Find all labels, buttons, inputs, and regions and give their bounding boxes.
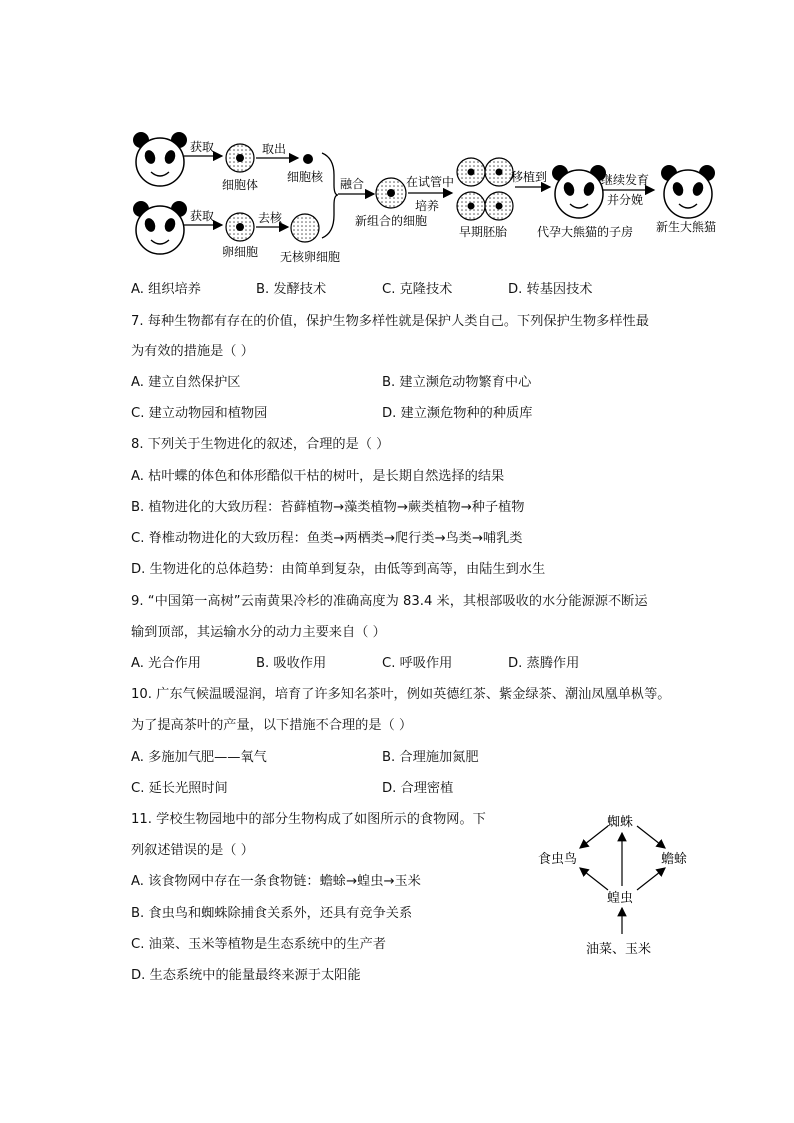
q10-option-d[interactable]: D. 合理密植 xyxy=(382,781,454,796)
edge-spider-toad xyxy=(637,826,665,848)
node-toad: 蟾蜍 xyxy=(661,852,688,867)
label-obtain-bottom: 获取 xyxy=(190,209,215,223)
q8-option-d[interactable]: D. 生物进化的总体趋势：由简单到复杂，由低等到高等，由陆生到水生 xyxy=(131,562,546,577)
node-locust: 蝗虫 xyxy=(607,891,634,906)
q7-option-d[interactable]: D. 建立濒危物种的种质库 xyxy=(382,406,533,421)
node-bird: 食虫鸟 xyxy=(538,852,578,867)
q11-option-b[interactable]: B. 食虫鸟和蜘蛛除捕食关系外，还具有竞争关系 xyxy=(131,906,413,921)
edge-locust-bird xyxy=(580,868,608,890)
label-enucleated-egg: 无核卵细胞 xyxy=(280,250,341,264)
body-cell xyxy=(226,144,254,172)
brace xyxy=(322,153,338,238)
panda-icon-newborn xyxy=(661,165,715,218)
q9-option-c[interactable]: C. 呼吸作用 xyxy=(382,656,453,671)
q7-option-a[interactable]: A. 建立自然保护区 xyxy=(131,375,241,390)
q11-stem-line1: 11. 学校生物园地中的部分生物构成了如图所示的食物网。下 xyxy=(131,812,486,827)
node-plants: 油菜、玉米 xyxy=(586,942,652,957)
label-surrogate: 代孕大熊猫的子房 xyxy=(537,225,634,239)
q11-option-a[interactable]: A. 该食物网中存在一条食物链：蟾蜍→蝗虫→玉米 xyxy=(131,874,421,889)
q10-option-a[interactable]: A. 多施加气肥——氧气 xyxy=(131,750,267,765)
nucleus xyxy=(303,154,313,164)
panda-icon-surrogate xyxy=(552,165,606,218)
q9-stem-line1: 9. “中国第一高树”云南黄果冷杉的准确高度为 83.4 米，其根部吸收的水分能源源不断运 xyxy=(131,594,648,609)
q6-option-a[interactable]: A. 组织培养 xyxy=(131,282,201,297)
enucleated-egg xyxy=(291,214,319,242)
label-obtain-top: 获取 xyxy=(190,140,215,154)
label-in-tube: 在试管中 xyxy=(406,175,455,189)
q11-option-d[interactable]: D. 生态系统中的能量最终来源于太阳能 xyxy=(131,968,361,983)
q7-stem-line1: 7. 每种生物都有存在的价值，保护生物多样性就是保护人类自己。下列保护生物多样性最 xyxy=(131,314,649,329)
q9-option-d[interactable]: D. 蒸腾作用 xyxy=(508,656,580,671)
q10-option-b[interactable]: B. 合理施加氮肥 xyxy=(382,750,479,765)
node-spider: 蜘蛛 xyxy=(607,815,634,830)
q9-option-b[interactable]: B. 吸收作用 xyxy=(256,656,327,671)
q10-stem-line2: 为了提高茶叶的产量，以下措施不合理的是（ ） xyxy=(131,718,413,733)
label-develop: 继续发育 xyxy=(601,173,650,187)
edge-locust-toad xyxy=(637,868,665,890)
q8-option-b[interactable]: B. 植物进化的大致历程：苔藓植物→藻类植物→蕨类植物→种子植物 xyxy=(131,500,525,515)
q10-option-c[interactable]: C. 延长光照时间 xyxy=(131,781,228,796)
label-birth: 并分娩 xyxy=(607,193,644,207)
label-nucleus: 细胞核 xyxy=(287,170,324,184)
label-culture: 培养 xyxy=(415,199,440,213)
q9-stem-line2: 输到顶部，其运输水分的动力主要来自（ ） xyxy=(131,625,386,640)
label-body-cell: 细胞体 xyxy=(222,178,259,192)
early-embryo xyxy=(457,158,513,220)
label-transplant: 移植到 xyxy=(511,170,548,184)
label-new-cell: 新组合的细胞 xyxy=(355,214,428,228)
label-fuse: 融合 xyxy=(340,177,365,191)
q8-stem: 8. 下列关于生物进化的叙述，合理的是（ ） xyxy=(131,437,390,452)
q10-stem-line1: 10. 广东气候温暖湿润，培育了许多知名茶叶，例如英德红茶、紫金绿茶、潮汕凤凰单枞等。 xyxy=(131,687,671,702)
panda-icon-egg-donor xyxy=(133,201,187,254)
label-early-embryo: 早期胚胎 xyxy=(459,225,508,239)
food-web-diagram xyxy=(530,806,730,966)
q11-option-c[interactable]: C. 油菜、玉米等植物是生态系统中的生产者 xyxy=(131,937,386,952)
label-newborn: 新生大熊猫 xyxy=(656,220,717,234)
q8-option-a[interactable]: A. 枯叶蝶的体色和体形酷似干枯的树叶，是长期自然选择的结果 xyxy=(131,469,505,484)
q6-option-c[interactable]: C. 克隆技术 xyxy=(382,282,453,297)
cloning-diagram xyxy=(0,0,794,275)
q11-stem-line2: 列叙述错误的是（ ） xyxy=(131,843,254,858)
q7-stem-line2: 为有效的措施是（ ） xyxy=(131,344,254,359)
q8-option-c[interactable]: C. 脊椎动物进化的大致历程：鱼类→两栖类→爬行类→鸟类→哺乳类 xyxy=(131,531,523,546)
label-take-out: 取出 xyxy=(262,142,287,156)
edge-spider-bird xyxy=(580,826,608,848)
q7-option-c[interactable]: C. 建立动物园和植物园 xyxy=(131,406,268,421)
q7-option-b[interactable]: B. 建立濒危动物繁育中心 xyxy=(382,375,532,390)
label-remove-nucleus: 去核 xyxy=(258,211,283,225)
q6-option-b[interactable]: B. 发酵技术 xyxy=(256,282,327,297)
egg-cell xyxy=(226,213,254,241)
q6-option-d[interactable]: D. 转基因技术 xyxy=(508,282,593,297)
q9-option-a[interactable]: A. 光合作用 xyxy=(131,656,201,671)
new-combined-cell xyxy=(376,178,406,208)
panda-icon-donor xyxy=(133,132,187,186)
label-egg-cell: 卵细胞 xyxy=(222,245,259,259)
